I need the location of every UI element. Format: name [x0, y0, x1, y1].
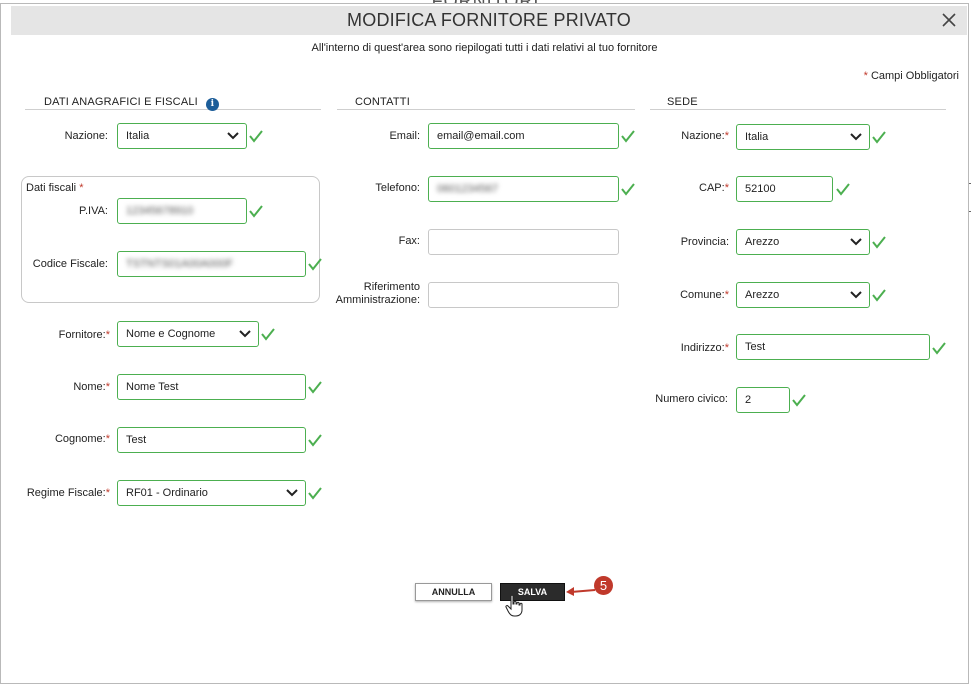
cognome-input[interactable]: Test — [117, 427, 306, 453]
fax-input[interactable] — [428, 229, 619, 255]
chevron-down-icon — [285, 488, 299, 498]
sede-nazione-select[interactable]: Italia — [736, 124, 870, 150]
label-comune: Comune:* — [680, 289, 729, 301]
codice-fiscale-input[interactable]: TSTNTS01A00A000F — [117, 251, 306, 277]
label-numero-civico: Numero civico: — [655, 393, 728, 405]
label-email: Email: — [389, 130, 420, 142]
fiscal-data-box — [21, 176, 320, 303]
dialog-titlebar — [11, 6, 967, 35]
valid-check-icon — [621, 129, 635, 143]
chevron-down-icon — [238, 329, 252, 339]
section-heading-contatti: CONTATTI — [337, 96, 635, 110]
valid-check-icon — [261, 327, 275, 341]
section-heading-sede: SEDE — [650, 96, 946, 110]
valid-check-icon — [308, 433, 322, 447]
chevron-down-icon — [849, 290, 863, 300]
label-cap: CAP:* — [699, 182, 729, 194]
fornitore-type-select[interactable]: Nome e Cognome — [117, 321, 259, 347]
nazione-select[interactable]: Italia — [117, 123, 247, 149]
valid-check-icon — [872, 130, 886, 144]
arrow-left-icon — [565, 582, 597, 598]
label-regime-fiscale: Regime Fiscale:* — [26, 487, 110, 499]
riferimento-amministrazione-input[interactable] — [428, 282, 619, 308]
valid-check-icon — [836, 182, 850, 196]
valid-check-icon — [872, 235, 886, 249]
label-piva: P.IVA: — [79, 205, 108, 217]
fiscal-box-title: Dati fiscali * — [26, 182, 84, 194]
valid-check-icon — [872, 288, 886, 302]
valid-check-icon — [792, 393, 806, 407]
label-sede-nazione: Nazione:* — [681, 130, 729, 142]
regime-fiscale-select[interactable]: RF01 - Ordinario — [117, 480, 306, 506]
indirizzo-input[interactable]: Test — [736, 334, 930, 360]
close-icon[interactable] — [939, 10, 959, 30]
valid-check-icon — [249, 129, 263, 143]
email-input[interactable]: email@email.com — [428, 123, 619, 149]
section-heading-anagrafica: DATI ANAGRAFICI E FISCALI i — [25, 96, 321, 110]
chevron-down-icon — [849, 237, 863, 247]
dialog-subtitle: All'interno di quest'area sono riepilogati tutti i dati relativi al tuo fornitore — [311, 42, 658, 54]
save-button[interactable]: SALVA — [500, 583, 565, 601]
label-riferimento-amministrazione: Riferimento Amministrazione: — [335, 281, 420, 306]
label-cognome: Cognome:* — [54, 433, 110, 445]
valid-check-icon — [621, 182, 635, 196]
numero-civico-input[interactable]: 2 — [736, 387, 790, 413]
label-provincia: Provincia: — [680, 236, 729, 248]
comune-select[interactable]: Arezzo — [736, 282, 870, 308]
required-fields-note: * Campi Obbligatori — [863, 70, 959, 82]
dialog-title: MODIFICA FORNITORE PRIVATO — [347, 10, 631, 30]
chevron-down-icon — [226, 131, 240, 141]
label-telefono: Telefono: — [375, 182, 420, 194]
label-fax: Fax: — [398, 235, 420, 247]
step-badge: 5 — [594, 576, 613, 595]
label-fornitore: Fornitore:* — [58, 329, 110, 341]
valid-check-icon — [308, 486, 322, 500]
label-codice-fiscale: Codice Fiscale: — [32, 258, 108, 270]
valid-check-icon — [308, 380, 322, 394]
info-icon[interactable]: i — [206, 98, 219, 111]
valid-check-icon — [932, 341, 946, 355]
valid-check-icon — [308, 257, 322, 271]
label-indirizzo: Indirizzo:* — [680, 342, 729, 354]
nome-input[interactable]: Nome Test — [117, 374, 306, 400]
telefono-input[interactable]: 0601234567 — [428, 176, 619, 202]
valid-check-icon — [249, 204, 263, 218]
provincia-select[interactable]: Arezzo — [736, 229, 870, 255]
label-nome: Nome:* — [73, 381, 110, 393]
hand-cursor-icon — [505, 594, 525, 618]
chevron-down-icon — [849, 132, 863, 142]
label-nazione: Nazione: — [64, 130, 108, 142]
cancel-button[interactable]: ANNULLA — [415, 583, 492, 601]
cap-input[interactable]: 52100 — [736, 176, 833, 202]
piva-input[interactable]: 12345678910 — [117, 198, 247, 224]
